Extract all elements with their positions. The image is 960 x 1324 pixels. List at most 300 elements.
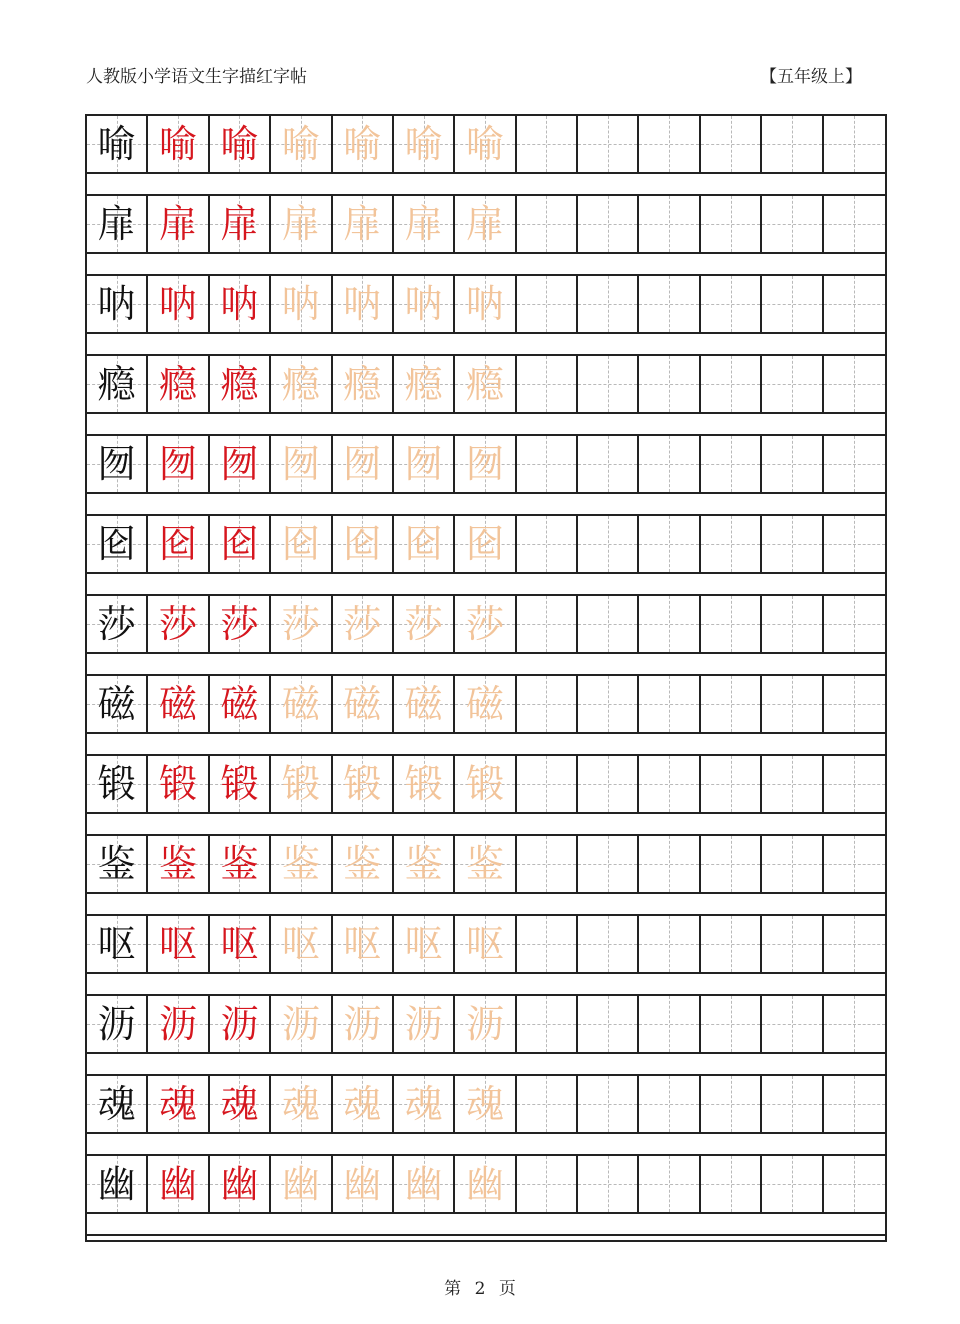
trace-character: 喻 [465, 122, 504, 166]
writing-cell [762, 516, 823, 572]
writing-cell [517, 596, 578, 652]
red-character: 磁 [159, 682, 198, 726]
trace-cell [455, 916, 516, 972]
writing-cell [517, 356, 578, 412]
grade-label: 【五年级上】 [760, 66, 862, 87]
red-character: 呐 [220, 282, 259, 326]
trace-character: 囵 [281, 522, 320, 566]
writing-cell [578, 676, 639, 732]
trace-character: 囫 [343, 442, 382, 486]
trace-cell [333, 756, 394, 812]
trace-character: 鉴 [404, 842, 443, 886]
model-cell [87, 676, 148, 732]
writing-cell [517, 436, 578, 492]
trace-character: 锻 [343, 762, 382, 806]
writing-cell [639, 1156, 700, 1212]
trace-cell [455, 196, 516, 252]
writing-cell [824, 836, 885, 892]
writing-cell [517, 1156, 578, 1212]
model-cell [87, 276, 148, 332]
row-spacer [87, 334, 885, 356]
trace-cell [333, 516, 394, 572]
red-character: 呕 [159, 922, 198, 966]
writing-cell [517, 676, 578, 732]
writing-cell [578, 116, 639, 172]
red-cell [210, 276, 271, 332]
writing-cell [762, 756, 823, 812]
writing-cell [824, 756, 885, 812]
practice-row [87, 836, 885, 894]
trace-cell [271, 1076, 332, 1132]
writing-cell [517, 996, 578, 1052]
red-cell [210, 356, 271, 412]
writing-cell [824, 116, 885, 172]
trace-character: 囵 [404, 522, 443, 566]
trace-cell [394, 276, 455, 332]
red-character: 喻 [159, 122, 198, 166]
red-cell [148, 916, 209, 972]
red-cell [210, 196, 271, 252]
model-cell [87, 756, 148, 812]
writing-cell [701, 196, 762, 252]
trace-cell [333, 916, 394, 972]
red-character: 呕 [220, 922, 259, 966]
trace-cell [333, 1156, 394, 1212]
red-cell [210, 1156, 271, 1212]
writing-cell [701, 516, 762, 572]
trace-character: 呕 [281, 922, 320, 966]
trace-character: 幽 [465, 1162, 504, 1206]
trace-character: 沥 [404, 1002, 443, 1046]
practice-row [87, 676, 885, 734]
red-character: 喻 [220, 122, 259, 166]
writing-cell [578, 836, 639, 892]
model-cell [87, 356, 148, 412]
trace-character: 莎 [465, 602, 504, 646]
writing-cell [701, 276, 762, 332]
writing-cell [639, 916, 700, 972]
writing-cell [578, 1076, 639, 1132]
red-cell [210, 916, 271, 972]
trace-character: 喻 [281, 122, 320, 166]
trace-character: 莎 [343, 602, 382, 646]
writing-cell [517, 116, 578, 172]
trace-character: 呕 [343, 922, 382, 966]
trace-cell [455, 276, 516, 332]
row-spacer [87, 1134, 885, 1156]
trace-character: 呐 [343, 282, 382, 326]
trace-cell [394, 676, 455, 732]
trace-cell [271, 276, 332, 332]
trace-cell [333, 676, 394, 732]
red-character: 沥 [159, 1002, 198, 1046]
trace-cell [394, 516, 455, 572]
red-cell [210, 1076, 271, 1132]
row-spacer [87, 974, 885, 996]
trace-character: 瘾 [404, 362, 443, 406]
trace-character: 鉴 [465, 842, 504, 886]
practice-row [87, 516, 885, 574]
model-character: 莎 [97, 602, 136, 646]
model-character: 扉 [97, 202, 136, 246]
trace-character: 囵 [465, 522, 504, 566]
trace-character: 呐 [465, 282, 504, 326]
writing-cell [517, 1076, 578, 1132]
red-cell [148, 1156, 209, 1212]
writing-cell [762, 276, 823, 332]
trace-character: 幽 [343, 1162, 382, 1206]
model-cell [87, 1076, 148, 1132]
red-character: 磁 [220, 682, 259, 726]
trace-character: 磁 [343, 682, 382, 726]
writing-cell [517, 756, 578, 812]
model-character: 呐 [97, 282, 136, 326]
row-spacer [87, 494, 885, 516]
writing-cell [701, 756, 762, 812]
red-cell [210, 756, 271, 812]
trace-character: 莎 [281, 602, 320, 646]
writing-cell [701, 676, 762, 732]
trace-cell [455, 356, 516, 412]
red-character: 鉴 [159, 842, 198, 886]
writing-cell [639, 836, 700, 892]
red-cell [210, 676, 271, 732]
writing-cell [824, 516, 885, 572]
trace-character: 锻 [281, 762, 320, 806]
trace-cell [333, 596, 394, 652]
book-title: 人教版小学语文生字描红字帖 [86, 66, 307, 87]
trace-cell [333, 1076, 394, 1132]
red-character: 鉴 [220, 842, 259, 886]
writing-cell [639, 996, 700, 1052]
writing-cell [517, 196, 578, 252]
model-character: 鉴 [97, 842, 136, 886]
trace-cell [271, 756, 332, 812]
writing-cell [762, 676, 823, 732]
writing-cell [578, 916, 639, 972]
red-character: 魂 [159, 1082, 198, 1126]
writing-cell [824, 676, 885, 732]
red-cell [148, 356, 209, 412]
red-character: 莎 [220, 602, 259, 646]
writing-cell [639, 516, 700, 572]
writing-cell [824, 996, 885, 1052]
writing-cell [824, 596, 885, 652]
row-spacer [87, 654, 885, 676]
red-character: 幽 [220, 1162, 259, 1206]
red-character: 呐 [159, 282, 198, 326]
trace-character: 囵 [343, 522, 382, 566]
trace-cell [333, 996, 394, 1052]
trace-cell [455, 516, 516, 572]
model-character: 魂 [97, 1082, 136, 1126]
practice-row [87, 916, 885, 974]
trace-cell [394, 916, 455, 972]
trace-cell [333, 836, 394, 892]
practice-row [87, 116, 885, 174]
trace-character: 囫 [465, 442, 504, 486]
writing-cell [517, 516, 578, 572]
practice-row [87, 196, 885, 254]
trace-cell [271, 1156, 332, 1212]
writing-cell [762, 596, 823, 652]
trace-cell [455, 596, 516, 652]
trace-cell [271, 516, 332, 572]
red-cell [210, 436, 271, 492]
practice-row [87, 1076, 885, 1134]
trace-character: 磁 [465, 682, 504, 726]
red-character: 莎 [159, 602, 198, 646]
page-suffix: 页 [498, 1279, 516, 1299]
model-cell [87, 996, 148, 1052]
trace-cell [394, 756, 455, 812]
trace-character: 磁 [404, 682, 443, 726]
trace-cell [455, 1076, 516, 1132]
trace-character: 扉 [343, 202, 382, 246]
trace-character: 魂 [404, 1082, 443, 1126]
trace-cell [333, 116, 394, 172]
trace-cell [271, 116, 332, 172]
writing-cell [517, 916, 578, 972]
writing-cell [701, 356, 762, 412]
red-cell [148, 516, 209, 572]
trace-character: 囫 [404, 442, 443, 486]
trace-cell [394, 1156, 455, 1212]
trace-character: 磁 [281, 682, 320, 726]
red-cell [148, 1076, 209, 1132]
model-character: 锻 [97, 762, 136, 806]
trace-character: 莎 [404, 602, 443, 646]
trace-character: 幽 [281, 1162, 320, 1206]
red-cell [210, 116, 271, 172]
trace-character: 沥 [465, 1002, 504, 1046]
writing-cell [578, 1156, 639, 1212]
writing-cell [578, 356, 639, 412]
model-cell [87, 196, 148, 252]
trace-character: 沥 [343, 1002, 382, 1046]
trace-character: 呕 [404, 922, 443, 966]
writing-cell [762, 996, 823, 1052]
red-cell [148, 276, 209, 332]
writing-cell [824, 356, 885, 412]
trace-character: 幽 [404, 1162, 443, 1206]
practice-row [87, 756, 885, 814]
trace-cell [394, 116, 455, 172]
trace-character: 鉴 [343, 842, 382, 886]
trace-cell [271, 436, 332, 492]
red-character: 囫 [159, 442, 198, 486]
red-cell [210, 516, 271, 572]
writing-cell [824, 1076, 885, 1132]
writing-cell [639, 676, 700, 732]
trace-cell [394, 356, 455, 412]
writing-cell [701, 436, 762, 492]
trace-cell [271, 196, 332, 252]
red-character: 扉 [159, 202, 198, 246]
practice-row [87, 276, 885, 334]
trace-cell [455, 996, 516, 1052]
model-character: 呕 [97, 922, 136, 966]
practice-row [87, 436, 885, 494]
red-cell [148, 116, 209, 172]
practice-grid [85, 114, 887, 1242]
trace-character: 瘾 [281, 362, 320, 406]
writing-cell [762, 116, 823, 172]
trace-character: 呕 [465, 922, 504, 966]
trace-cell [455, 1156, 516, 1212]
trace-cell [394, 1076, 455, 1132]
trace-cell [271, 996, 332, 1052]
model-cell [87, 836, 148, 892]
writing-cell [701, 1156, 762, 1212]
writing-cell [701, 836, 762, 892]
red-cell [148, 836, 209, 892]
page-prefix: 第 [444, 1279, 462, 1299]
row-spacer [87, 174, 885, 196]
writing-cell [639, 276, 700, 332]
trace-cell [271, 356, 332, 412]
red-character: 沥 [220, 1002, 259, 1046]
trace-character: 锻 [404, 762, 443, 806]
trace-cell [455, 676, 516, 732]
red-cell [148, 436, 209, 492]
trace-character: 魂 [281, 1082, 320, 1126]
trace-cell [455, 756, 516, 812]
trace-cell [394, 996, 455, 1052]
model-character: 喻 [97, 122, 136, 166]
trace-cell [394, 436, 455, 492]
writing-cell [639, 356, 700, 412]
row-spacer [87, 1054, 885, 1076]
practice-row [87, 1156, 885, 1214]
writing-cell [762, 916, 823, 972]
writing-cell [639, 756, 700, 812]
trace-character: 呐 [281, 282, 320, 326]
page-footer [0, 1274, 960, 1299]
writing-cell [639, 116, 700, 172]
red-character: 扉 [220, 202, 259, 246]
writing-cell [517, 276, 578, 332]
trace-character: 魂 [465, 1082, 504, 1126]
row-spacer [87, 894, 885, 916]
trace-cell [394, 836, 455, 892]
writing-cell [639, 1076, 700, 1132]
model-character: 囵 [97, 522, 136, 566]
writing-cell [824, 916, 885, 972]
writing-cell [639, 596, 700, 652]
practice-row [87, 356, 885, 414]
writing-cell [762, 1156, 823, 1212]
row-spacer [87, 734, 885, 756]
red-character: 囫 [220, 442, 259, 486]
writing-cell [578, 436, 639, 492]
model-cell [87, 516, 148, 572]
trace-cell [455, 116, 516, 172]
trace-character: 呐 [404, 282, 443, 326]
trace-cell [333, 436, 394, 492]
writing-cell [578, 756, 639, 812]
trace-character: 瘾 [465, 362, 504, 406]
red-character: 瘾 [220, 362, 259, 406]
writing-cell [701, 1076, 762, 1132]
model-character: 瘾 [97, 362, 136, 406]
model-cell [87, 916, 148, 972]
writing-cell [578, 196, 639, 252]
red-cell [148, 996, 209, 1052]
writing-cell [578, 596, 639, 652]
writing-cell [762, 196, 823, 252]
row-spacer [87, 1214, 885, 1236]
writing-cell [578, 516, 639, 572]
practice-row [87, 996, 885, 1054]
red-character: 幽 [159, 1162, 198, 1206]
red-character: 魂 [220, 1082, 259, 1126]
model-character: 幽 [97, 1162, 136, 1206]
trace-cell [271, 676, 332, 732]
trace-cell [455, 436, 516, 492]
writing-cell [517, 836, 578, 892]
writing-cell [824, 1156, 885, 1212]
writing-cell [762, 356, 823, 412]
model-character: 磁 [97, 682, 136, 726]
red-cell [148, 196, 209, 252]
writing-cell [824, 196, 885, 252]
writing-cell [639, 196, 700, 252]
page-number: 2 [474, 1279, 486, 1299]
trace-cell [271, 836, 332, 892]
model-cell [87, 1156, 148, 1212]
writing-cell [824, 436, 885, 492]
red-character: 锻 [220, 762, 259, 806]
writing-cell [701, 596, 762, 652]
trace-cell [271, 596, 332, 652]
trace-cell [455, 836, 516, 892]
writing-cell [701, 916, 762, 972]
trace-character: 鉴 [281, 842, 320, 886]
red-character: 瘾 [159, 362, 198, 406]
model-character: 沥 [97, 1002, 136, 1046]
trace-cell [394, 196, 455, 252]
red-character: 囵 [220, 522, 259, 566]
row-spacer [87, 414, 885, 436]
model-character: 囫 [97, 442, 136, 486]
writing-cell [762, 436, 823, 492]
red-cell [148, 596, 209, 652]
writing-cell [578, 276, 639, 332]
red-cell [148, 676, 209, 732]
trace-character: 魂 [343, 1082, 382, 1126]
model-cell [87, 596, 148, 652]
writing-cell [762, 836, 823, 892]
trace-character: 扉 [404, 202, 443, 246]
trace-character: 喻 [343, 122, 382, 166]
trace-cell [394, 596, 455, 652]
red-cell [210, 596, 271, 652]
row-spacer [87, 574, 885, 596]
trace-cell [333, 276, 394, 332]
writing-cell [578, 996, 639, 1052]
model-cell [87, 436, 148, 492]
trace-character: 瘾 [343, 362, 382, 406]
red-character: 囵 [159, 522, 198, 566]
writing-cell [824, 276, 885, 332]
trace-character: 囫 [281, 442, 320, 486]
writing-cell [762, 1076, 823, 1132]
trace-character: 扉 [281, 202, 320, 246]
trace-cell [271, 916, 332, 972]
page-header [86, 60, 862, 88]
trace-character: 扉 [465, 202, 504, 246]
